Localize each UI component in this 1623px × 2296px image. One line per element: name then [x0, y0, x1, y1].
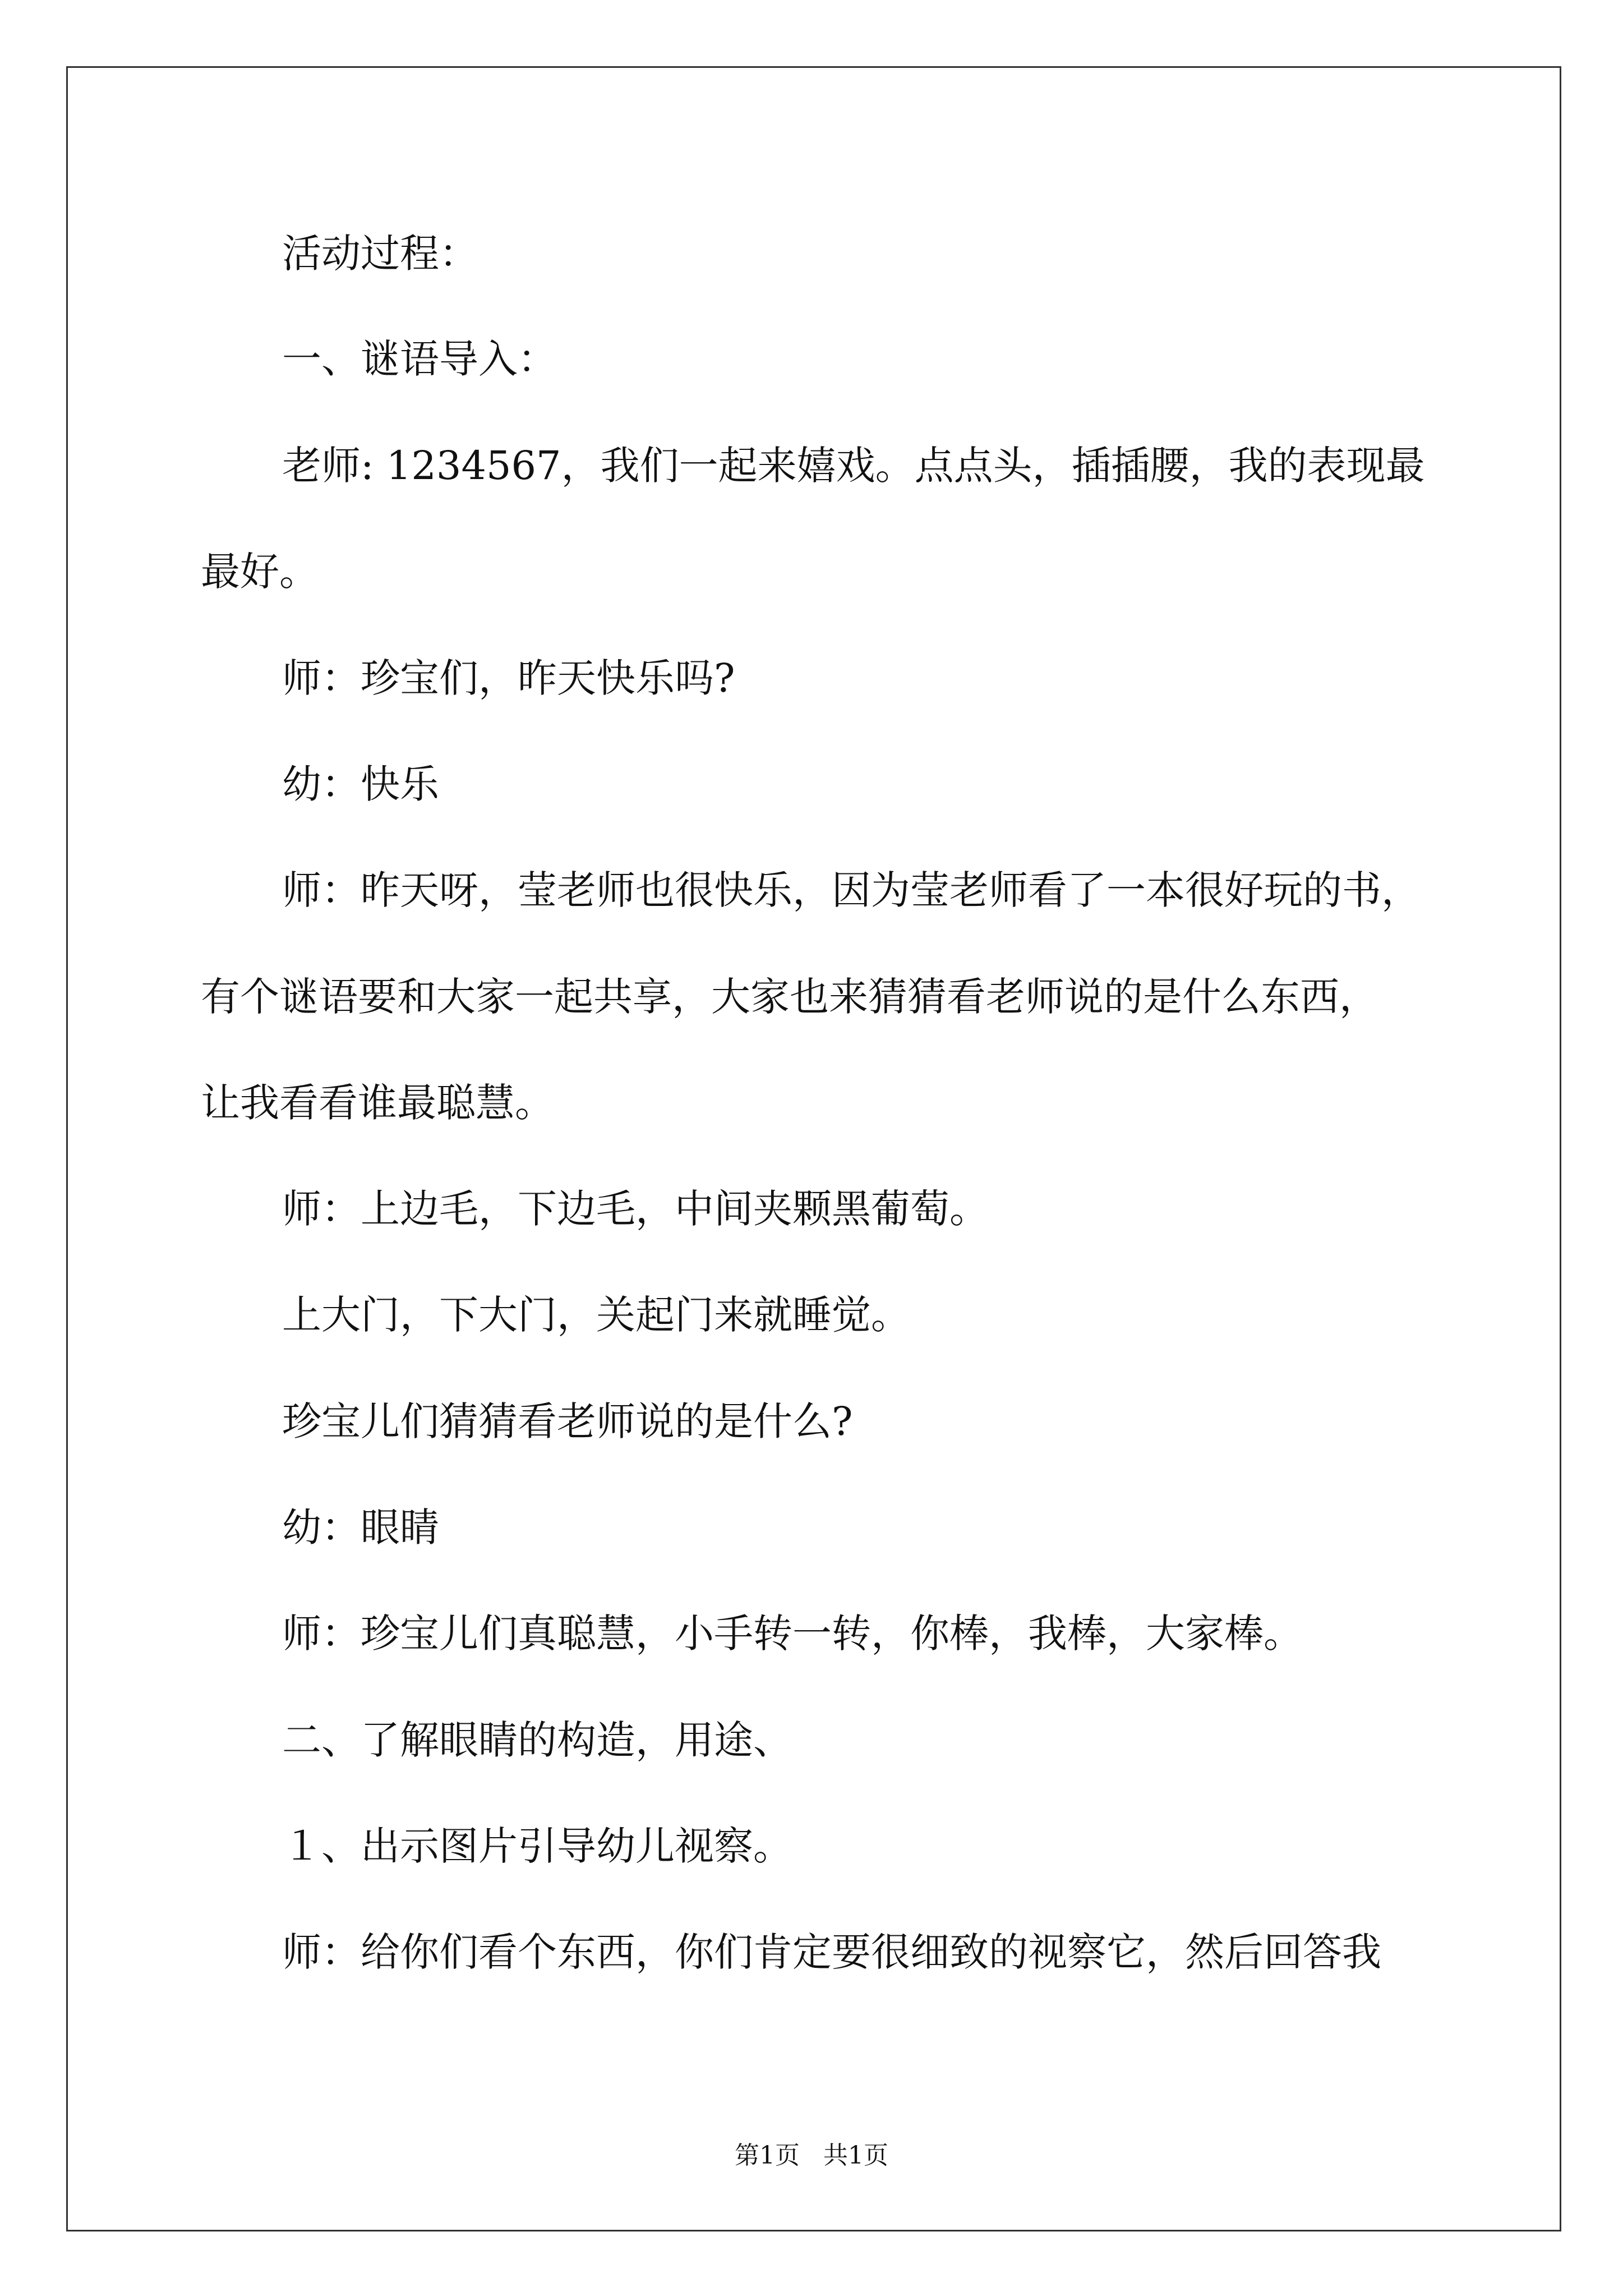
page-number-total: 共1页 — [823, 2141, 888, 2170]
paragraph-activity-process: 活动过程： — [282, 231, 478, 277]
page-footer — [0, 2139, 1623, 2173]
paragraph-riddle-question: 珍宝儿们猜猜看老师说的是什么? — [282, 1398, 853, 1444]
paragraph-step-one: １、出示图片引导幼儿视察。 — [282, 1823, 792, 1869]
paragraph-teacher-instruction: 师：给你们看个东西，你们肯定要很细致的视察它，然后回答我 — [282, 1929, 1381, 1975]
paragraph-teacher-question: 师：珍宝们，昨天快乐吗? — [282, 655, 735, 701]
paragraph-riddle-line-2: 上大门，下大门，关起门来就睡觉。 — [282, 1292, 910, 1338]
paragraph-teacher-story: 师：昨天呀，莹老师也很快乐，因为莹老师看了一本很好玩的书， — [282, 867, 1421, 913]
paragraph-teacher-praise: 师：珍宝儿们真聪慧，小手转一转，你棒，我棒，大家棒。 — [282, 1611, 1303, 1657]
page-number-current: 第1页 — [735, 2141, 800, 2170]
paragraph-teacher-rhyme: 老师: 1234567，我们一起来嬉戏。点点头，插插腰，我的表现最 — [282, 443, 1425, 489]
paragraph-section-one-heading: 一、谜语导入： — [282, 336, 557, 382]
paragraph-section-two-heading: 二、了解眼睛的构造，用途、 — [282, 1717, 792, 1763]
paragraph-teacher-story-cont-2: 让我看看谁最聪慧。 — [201, 1080, 554, 1126]
paragraph-child-answer-happy: 幼：快乐 — [282, 761, 439, 807]
paragraph-teacher-story-cont-1: 有个谜语要和大家一起共享，大家也来猜猜看老师说的是什么东西， — [201, 974, 1378, 1020]
page-border — [66, 66, 1561, 2231]
paragraph-child-answer-eyes: 幼：眼睛 — [282, 1504, 439, 1550]
paragraph-riddle-line-1: 师：上边毛，下边毛，中间夹颗黑葡萄。 — [282, 1186, 989, 1232]
paragraph-teacher-rhyme-cont: 最好。 — [201, 549, 319, 595]
